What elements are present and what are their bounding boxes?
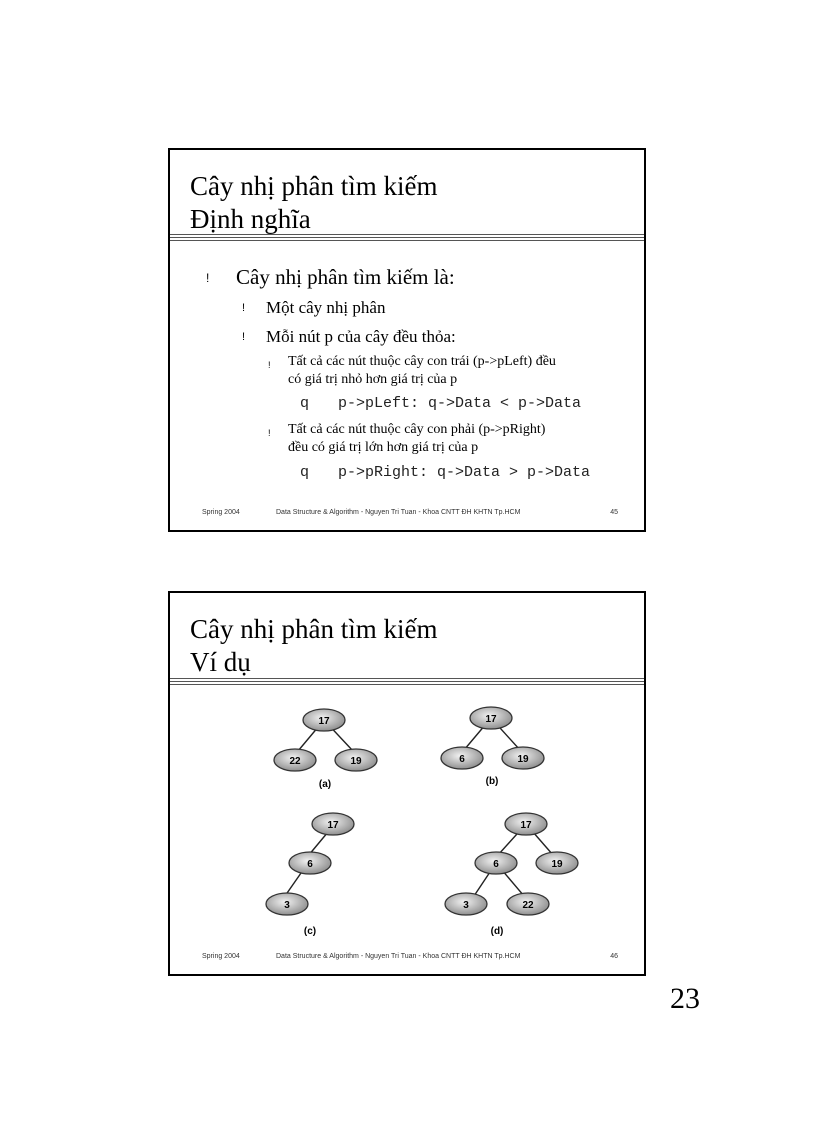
bullet-marker: ! bbox=[206, 271, 210, 285]
tree-a bbox=[274, 709, 377, 790]
slide-footer bbox=[170, 953, 644, 965]
page-number: 23 bbox=[670, 982, 700, 1015]
slide-title bbox=[190, 170, 437, 236]
tree-node bbox=[335, 749, 377, 771]
title-line-2: Định nghĩa bbox=[190, 204, 311, 234]
footer-date: Spring 2004 bbox=[202, 953, 240, 960]
bullet-level1 bbox=[206, 265, 455, 290]
node-value: 22 bbox=[522, 900, 534, 911]
slide-number: 45 bbox=[610, 509, 618, 516]
tree-caption: (d) bbox=[490, 926, 504, 937]
tree-caption: (a) bbox=[318, 779, 332, 790]
node-value: 6 bbox=[459, 754, 465, 765]
tree-node bbox=[441, 747, 483, 769]
tree-node bbox=[312, 813, 354, 835]
node-value: 6 bbox=[307, 859, 313, 870]
node-value: 17 bbox=[520, 820, 532, 831]
tree-node bbox=[507, 893, 549, 915]
node-value: 19 bbox=[350, 756, 362, 767]
node-value: 17 bbox=[327, 820, 339, 831]
tree-node bbox=[475, 852, 517, 874]
code-line-right bbox=[300, 464, 590, 481]
node-value: 19 bbox=[551, 859, 563, 870]
bullet-text-line1: Tất cả các nút thuộc cây con trái (p->pLeft) đều bbox=[288, 354, 556, 369]
tree-node bbox=[505, 813, 547, 835]
bullet-text: Một cây nhị phân bbox=[266, 298, 386, 317]
footer-date: Spring 2004 bbox=[202, 509, 240, 516]
tree-node bbox=[289, 852, 331, 874]
node-value: 19 bbox=[517, 754, 529, 765]
node-value: 6 bbox=[493, 859, 499, 870]
bullet-marker: ! bbox=[268, 360, 271, 370]
tree-d bbox=[445, 813, 578, 937]
tree-node bbox=[303, 709, 345, 731]
bullet-text: Cây nhị phân tìm kiếm là: bbox=[236, 265, 455, 289]
bst-diagrams bbox=[170, 593, 644, 974]
code-line-left bbox=[300, 395, 581, 412]
node-value: 3 bbox=[284, 900, 290, 911]
bullet-level2 bbox=[242, 298, 386, 318]
tree-caption: (b) bbox=[485, 776, 499, 787]
node-value: 22 bbox=[289, 756, 301, 767]
node-value: 3 bbox=[463, 900, 469, 911]
tree-node bbox=[445, 893, 487, 915]
bullet-level2 bbox=[242, 327, 456, 347]
tree-node bbox=[470, 707, 512, 729]
slide-example bbox=[168, 591, 646, 976]
bullet-text-line2: đều có giá trị lớn hơn giá trị của p bbox=[288, 440, 479, 455]
title-divider bbox=[170, 234, 644, 243]
slide-footer bbox=[170, 509, 644, 521]
slide-number: 46 bbox=[610, 953, 618, 960]
slide-definition bbox=[168, 148, 646, 532]
bullet-marker: ! bbox=[242, 302, 246, 314]
bullet-text: Mỗi nút p của cây đều thỏa: bbox=[266, 327, 456, 346]
bullet-level3 bbox=[268, 353, 556, 389]
bullet-text-line1: Tất cả các nút thuộc cây con phải (p->pRight) bbox=[288, 422, 546, 437]
tree-node bbox=[266, 893, 308, 915]
tree-caption: (c) bbox=[303, 926, 317, 937]
code-marker: q bbox=[300, 395, 310, 412]
bullet-marker: ! bbox=[242, 331, 246, 343]
bullet-marker: ! bbox=[268, 428, 271, 438]
footer-course: Data Structure & Algorithm - Nguyen Tri Tuan - Khoa CNTT ĐH KHTN Tp.HCM bbox=[276, 509, 521, 516]
tree-b bbox=[441, 707, 544, 787]
footer-course: Data Structure & Algorithm - Nguyen Tri Tuan - Khoa CNTT ĐH KHTN Tp.HCM bbox=[276, 953, 521, 960]
tree-node bbox=[502, 747, 544, 769]
bullet-level3 bbox=[268, 421, 546, 457]
title-line-1: Cây nhị phân tìm kiếm bbox=[190, 171, 438, 201]
node-value: 17 bbox=[318, 716, 330, 727]
code-text: p->pRight: q->Data > p->Data bbox=[338, 464, 591, 481]
title-line-1: Cây nhị phân tìm kiếm bbox=[190, 614, 438, 644]
tree-c bbox=[266, 813, 354, 937]
bullet-text-line2: có giá trị nhỏ hơn giá trị của p bbox=[288, 372, 458, 387]
code-text: p->pLeft: q->Data < p->Data bbox=[338, 395, 582, 412]
title-line-2: Ví dụ bbox=[190, 647, 251, 677]
tree-node bbox=[536, 852, 578, 874]
code-marker: q bbox=[300, 464, 310, 481]
tree-node bbox=[274, 749, 316, 771]
node-value: 17 bbox=[485, 714, 497, 725]
